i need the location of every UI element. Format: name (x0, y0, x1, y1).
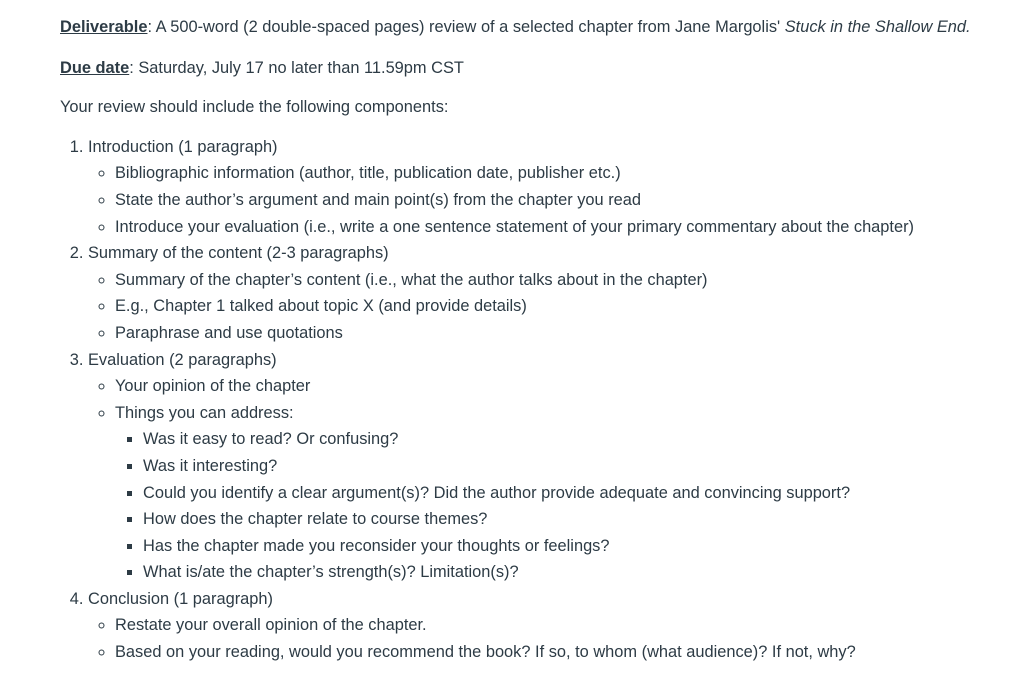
list-item (115, 400, 1000, 586)
section-summary (88, 240, 1000, 346)
section-title: Summary of the content (2-3 paragraphs) (88, 244, 389, 263)
section-conclusion (88, 586, 1000, 666)
list-item: ▪ Could you identify a clear argument(s)? Did the author provide adequate and convincing support? (143, 480, 1000, 507)
section-points (88, 373, 1000, 586)
section-points (88, 612, 1000, 665)
list-item: ▪ Was it interesting? (143, 453, 1000, 480)
section-title: Evaluation (2 paragraphs) (88, 350, 277, 369)
list-item: ◦ Paraphrase and use quotations (115, 320, 1000, 347)
list-item: ◦ State the author’s argument and main point(s) from the chapter you read (115, 187, 1000, 214)
section-title: Introduction (1 paragraph) (88, 137, 278, 156)
due-date-paragraph (60, 55, 1000, 82)
list-item: ◦ E.g., Chapter 1 talked about topic X (and provide details) (115, 293, 1000, 320)
deliverable-paragraph (60, 14, 1000, 41)
deliverable-label: Deliverable (60, 18, 148, 36)
list-item: ◦ Your opinion of the chapter (115, 373, 1000, 400)
list-item: ▪ Was it easy to read? Or confusing? (143, 426, 1000, 453)
list-item: ◦ Bibliographic information (author, title, publication date, publisher etc.) (115, 160, 1000, 187)
deliverable-text: : A 500-word (2 double-spaced pages) review of a selected chapter from Jane Margolis' (147, 18, 785, 36)
section-evaluation (88, 347, 1000, 586)
list-item-label: Things you can address: (115, 403, 294, 422)
section-points (88, 160, 1000, 240)
list-item: ▪ Has the chapter made you reconsider your thoughts or feelings? (143, 533, 1000, 560)
due-date-label: Due date (60, 58, 130, 77)
section-introduction (88, 134, 1000, 240)
deliverable-end: . (966, 18, 971, 36)
list-item: ◦ Restate your overall opinion of the chapter. (115, 612, 1000, 639)
list-item: ◦ Introduce your evaluation (i.e., write a one sentence statement of your primary commentary about the chapter) (115, 214, 1000, 241)
components-list (60, 134, 1000, 666)
section-points (88, 267, 1000, 347)
evaluation-subpoints (115, 426, 1000, 586)
book-title: Stuck in the Shallow End (784, 18, 967, 36)
list-item: ◦ Based on your reading, would you recommend the book? If so, to whom (what audience)? If not, why? (115, 639, 1000, 666)
components-intro: Your review should include the following components: (60, 98, 449, 117)
due-date-text: : Saturday, July 17 no later than 11.59pm CST (129, 58, 464, 77)
list-item: ▪ How does the chapter relate to course themes? (143, 506, 1000, 533)
list-item: ▪ What is/ate the chapter’s strength(s)? Limitation(s)? (143, 559, 1000, 586)
section-title: Conclusion (1 paragraph) (88, 589, 273, 608)
list-item: ◦ Summary of the chapter’s content (i.e., what the author talks about in the chapter) (115, 267, 1000, 294)
